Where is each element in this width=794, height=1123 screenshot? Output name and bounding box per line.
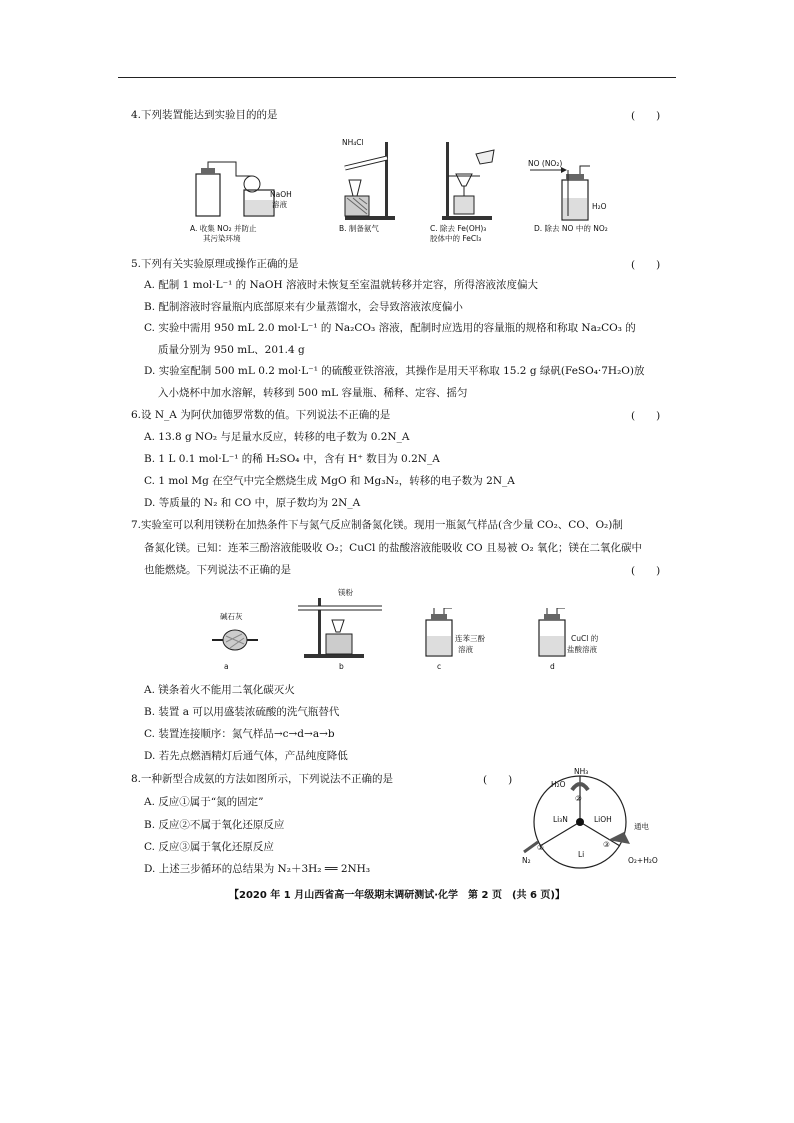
q8-o2h2o-label: O₂+H₂O xyxy=(628,856,658,865)
q4d-water-label: H₂O xyxy=(592,202,607,211)
q7-option-a: A. 镁条着火不能用二氧化碳灭火 xyxy=(144,684,295,696)
q5-option-b: B. 配制溶液时容量瓶内底部原来有少量蒸馏水，会导致溶液浓度偏小 xyxy=(144,301,463,313)
q6-stem: 6.设 N_A 为阿伏加德罗常数的值。下列说法不正确的是 xyxy=(131,409,391,421)
q4-figure-c xyxy=(442,140,502,222)
q4d-caption: D. 除去 NO 中的 NO₂ xyxy=(534,224,608,233)
q8-lioh-label: LiOH xyxy=(594,815,612,824)
q7-option-b: B. 装置 a 可以用盛装浓硫酸的洗气瓶替代 xyxy=(144,706,340,718)
q4a-solution-label: 溶液 xyxy=(272,200,287,209)
q7a-sodalime-label: 碱石灰 xyxy=(220,612,243,621)
q7-figure-c-bottle xyxy=(422,608,456,658)
q4-figure-b xyxy=(335,140,405,222)
q5-option-d-line1: D. 实验室配制 500 mL 0.2 mol·L⁻¹ 的硫酸亚铁溶液，其操作是用天平称取 15.2 g 绿矾(FeSO₄·7H₂O)放 xyxy=(144,365,645,377)
q6-option-b: B. 1 L 0.1 mol·L⁻¹ 的稀 H₂SO₄ 中，含有 H⁺ 数目为 0.2N_A xyxy=(144,453,440,465)
q4a-caption-2: 其污染环境 xyxy=(203,234,241,243)
q4d-inlet-label: NO (NO₂) xyxy=(528,159,563,168)
q7-option-c: C. 装置连接顺序：氮气样品→c→d→a→b xyxy=(144,728,335,740)
q7-option-d: D. 若先点燃酒精灯后通气体，产品纯度降低 xyxy=(144,750,348,762)
q4-stem: 4.下列装置能达到实验目的的是 xyxy=(131,109,278,121)
q7-stem-line3: 也能燃烧。下列说法不正确的是 xyxy=(144,564,291,576)
q8-li3n-label: Li₃N xyxy=(553,815,568,824)
q7-figure-d-bottle xyxy=(535,608,569,658)
q6-answer-paren: ( ) xyxy=(631,410,661,422)
q8-n2-label: N₂ xyxy=(522,856,531,865)
q4a-caption-1: A. 收集 NO₂ 并防止 xyxy=(190,224,257,233)
q7-stem-line1: 7.实验室可以利用镁粉在加热条件下与氮气反应制备氮化镁。现用一瓶氮气样品(含少量 CO₂、CO、O₂)制 xyxy=(131,519,623,531)
q8-option-b: B. 反应②不属于氧化还原反应 xyxy=(144,819,285,831)
q5-option-d-line2: 入小烧杯中加水溶解，转移到 500 mL 容量瓶、稀释、定容、摇匀 xyxy=(158,387,468,399)
q6-option-a: A. 13.8 g NO₂ 与足量水反应，转移的电子数为 0.2N_A xyxy=(144,431,410,443)
q5-option-c-line1: C. 实验中需用 950 mL 2.0 mol·L⁻¹ 的 Na₂CO₃ 溶液，配制时应选用的容量瓶的规格和称取 Na₂CO₃ 的 xyxy=(144,322,636,334)
q7-answer-paren: ( ) xyxy=(631,565,661,577)
q7b-letter: b xyxy=(339,662,344,671)
q8-circle-2: ② xyxy=(575,794,582,803)
q5-option-c-line2: 质量分别为 950 mL、201.4 g xyxy=(158,344,305,356)
page-footer: 【2020 年 1 月山西省高一年级期末调研测试·化学 第 2 页 (共 6 页)】 xyxy=(228,890,565,901)
q8-stem: 8.一种新型合成氨的方法如图所示，下列说法不正确的是 xyxy=(131,773,394,785)
q6-option-c: C. 1 mol Mg 在空气中完全燃烧生成 MgO 和 Mg₃N₂，转移的电子数为 2N_A xyxy=(144,475,515,487)
q5-option-a: A. 配制 1 mol·L⁻¹ 的 NaOH 溶液时未恢复至室温就转移并定容，所得溶液浓度偏大 xyxy=(144,279,539,291)
q7d-label-2: 盐酸溶液 xyxy=(567,645,597,654)
q4a-naoh-label: NaOH xyxy=(270,190,292,199)
q7c-label-1: 连苯三酚 xyxy=(455,634,485,643)
q7c-label-2: 溶液 xyxy=(458,645,473,654)
q4c-caption-2: 胶体中的 FeCl₃ xyxy=(430,234,482,243)
q8-li-label: Li xyxy=(578,850,585,859)
q7-figure-a-drying-tube xyxy=(210,620,260,660)
q8-option-c: C. 反应③属于氧化还原反应 xyxy=(144,841,274,853)
q7-figure-b-heating xyxy=(296,596,386,658)
q7a-letter: a xyxy=(224,662,229,671)
q7c-letter: c xyxy=(437,662,442,671)
q6-option-d: D. 等质量的 N₂ 和 CO 中，原子数均为 2N_A xyxy=(144,497,361,509)
q5-answer-paren: ( ) xyxy=(631,259,661,271)
q8-circle-1: ① xyxy=(537,843,544,852)
q8-circle-3: ③ xyxy=(603,840,610,849)
q8-option-d: D. 上述三步循环的总结果为 N₂＋3H₂ ══ 2NH₃ xyxy=(144,863,371,875)
header-rule xyxy=(118,77,676,78)
q7d-letter: d xyxy=(550,662,555,671)
q8-electrolysis-label: 通电 xyxy=(634,822,649,831)
q8-h2o-label: H₂O xyxy=(551,780,566,789)
q7-stem-line2: 备氮化镁。已知：连苯三酚溶液能吸收 O₂；CuCl 的盐酸溶液能吸收 CO 且易被 O₂ 氧化；镁在二氧化碳中 xyxy=(144,542,642,554)
q4b-caption: B. 制备氨气 xyxy=(339,224,379,233)
q8-nh3-label: NH₃ xyxy=(574,767,589,776)
q7d-label-1: CuCl 的 xyxy=(571,634,599,643)
q4b-nh4cl-label: NH₄Cl xyxy=(342,138,364,147)
q8-option-a: A. 反应①属于“氮的固定” xyxy=(144,796,264,808)
q5-stem: 5.下列有关实验原理或操作正确的是 xyxy=(131,258,299,270)
q4c-caption-1: C. 除去 Fe(OH)₃ xyxy=(430,224,487,233)
q7b-mg-label: 镁粉 xyxy=(338,588,353,597)
q8-answer-paren: ( ) xyxy=(483,774,513,786)
q4-answer-paren: ( ) xyxy=(631,110,661,122)
